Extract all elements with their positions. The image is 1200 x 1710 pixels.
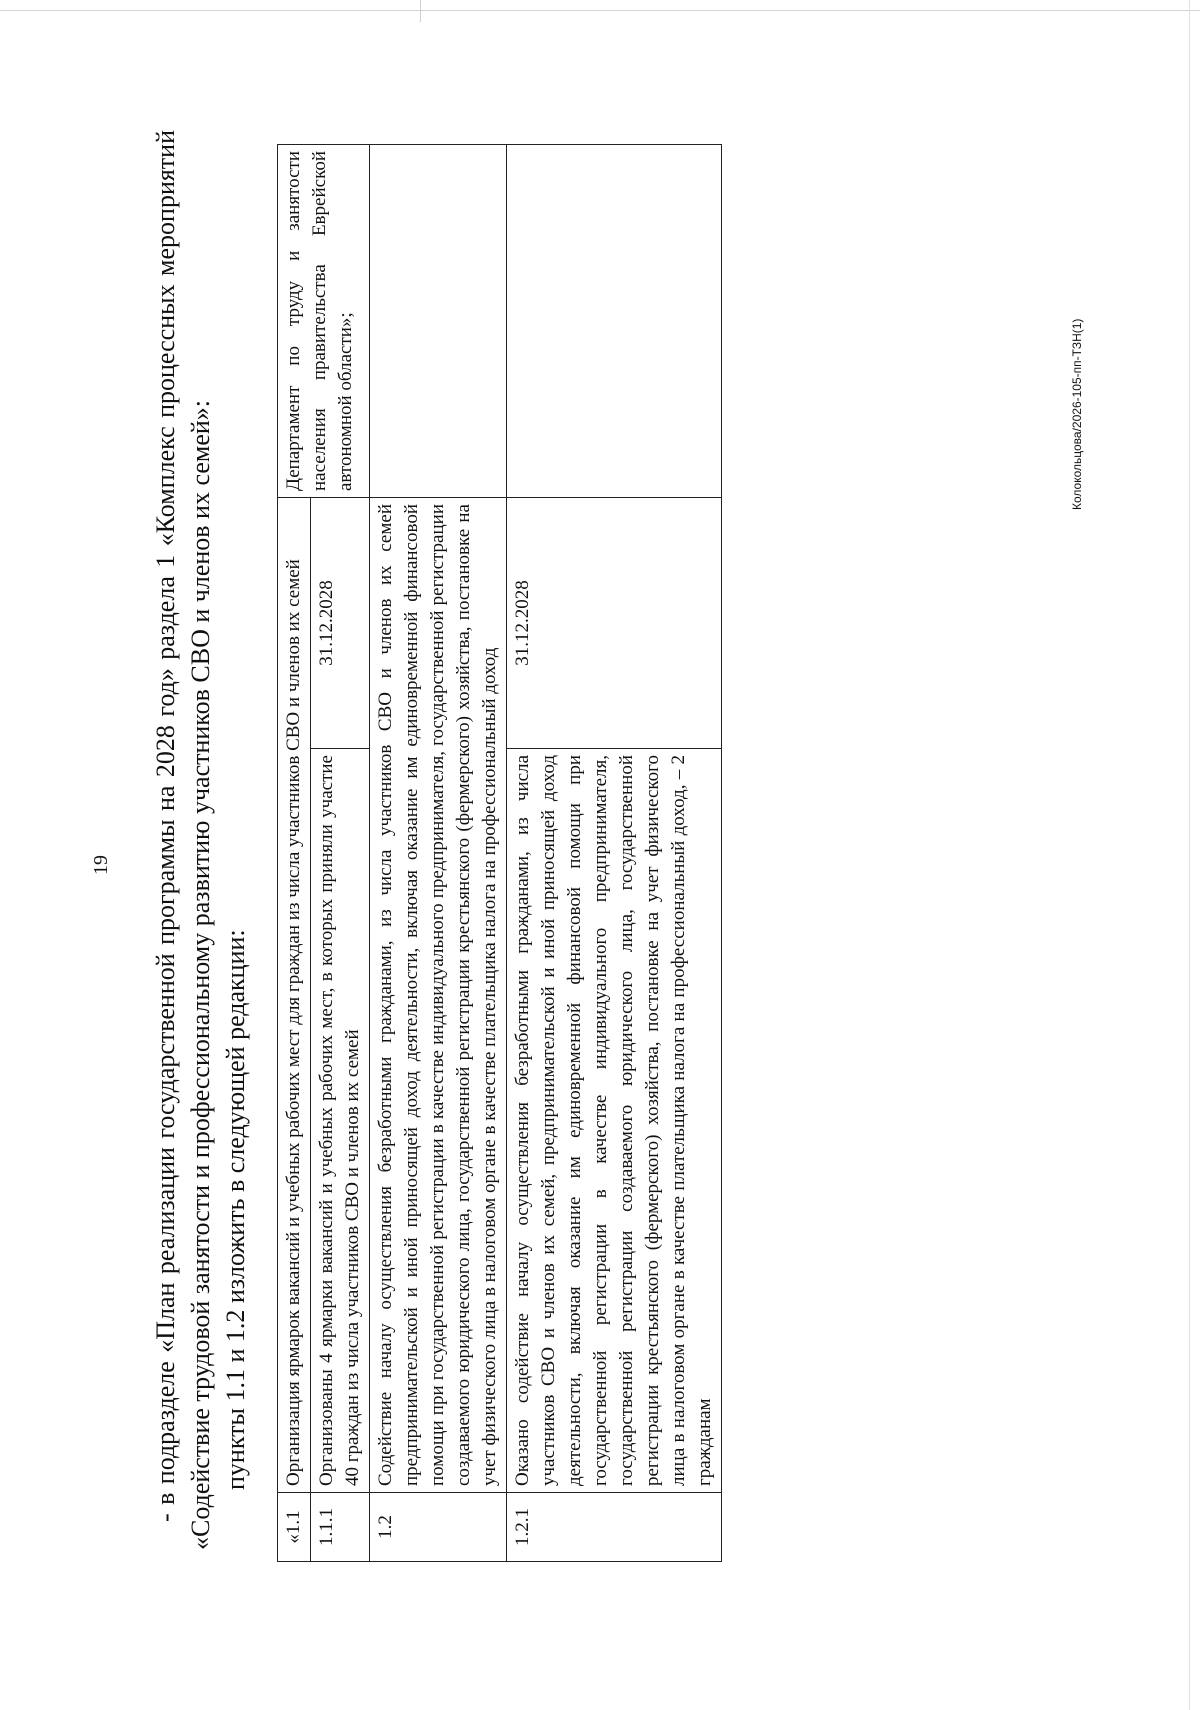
scan-edge-tick xyxy=(420,0,421,22)
row-text: Организация ярмарок вакансий и учебных рабочих мест для граждан из числа участников СВО и членов их семей xyxy=(278,498,311,1493)
table-row xyxy=(278,145,311,1562)
row-number: «1.1 xyxy=(278,1493,311,1562)
table-row xyxy=(370,145,507,1562)
empty-cell xyxy=(507,145,722,498)
row-date: 31.12.2028 xyxy=(311,498,370,749)
responsible-department: Департамент по труду и занятости населения правительства Еврейской автономной области»; xyxy=(278,145,370,498)
plan-table xyxy=(277,144,722,1562)
intro-paragraph xyxy=(148,130,253,1550)
scan-edge-top xyxy=(0,10,1200,11)
row-text: Организованы 4 ярмарки вакансий и учебных рабочих мест, в которых приняли участие 40 граждан из числа участников СВО и членов их семей xyxy=(311,749,370,1493)
row-number: 1.2.1 xyxy=(507,1493,722,1562)
page-number: 19 xyxy=(90,855,112,875)
row-text: Содействие началу осуществления безработными гражданами, из числа участников СВО и членов их семей предпринимательской и иной приносящей доход деятельности, включая оказание им единовременной финансовой помощи при государственной регистрации в качестве индивидуального предпринимателя, государственной регистрации создаваемого юридического лица, государственной регистрации крестьянского (фермерского) хозяйства, постановке на учет физического лица в налоговом органе в качестве плательщика налога на профессиональный доход xyxy=(370,498,507,1493)
row-text: Оказано содействие началу осуществления безработными гражданами, из числа участников СВО и членов их семей, предпринимательской и иной приносящей доход деятельности, включая оказание им единовременной финансовой помощи при государственной регистрации в качестве индивидуального предпринимателя, государственной регистрации создаваемого юридического лица, государственной регистрации крестьянского (фермерского) хозяйства, постановке на учет физического лица в налоговом органе в качестве плательщика налога на профессиональный доход, – 2 гражданам xyxy=(507,749,722,1493)
intro-line-1: - в подразделе «План реализации государственной программы на 2028 год» раздела 1 «Комплекс процессных xyxy=(151,284,180,1522)
row-number: 1.2 xyxy=(370,1493,507,1562)
intro-line-3: пункты 1.1 и 1.2 изложить в следующей редакции: xyxy=(221,929,250,1490)
scan-edge-right xyxy=(1189,0,1190,1710)
empty-cell xyxy=(370,145,507,498)
row-date: 31.12.2028 xyxy=(507,498,722,749)
document-footer-code: Колокольцова/2026-105-пп-ТЗН(1) xyxy=(1070,318,1084,510)
table-row xyxy=(507,145,722,1562)
intro-line-2: мероприятий «Содействие трудовой занятости и профессиональному развитию участников СВО и членов их семей»: xyxy=(151,129,215,1550)
rotated-page xyxy=(80,100,1100,1630)
row-number: 1.1.1 xyxy=(311,1493,370,1562)
